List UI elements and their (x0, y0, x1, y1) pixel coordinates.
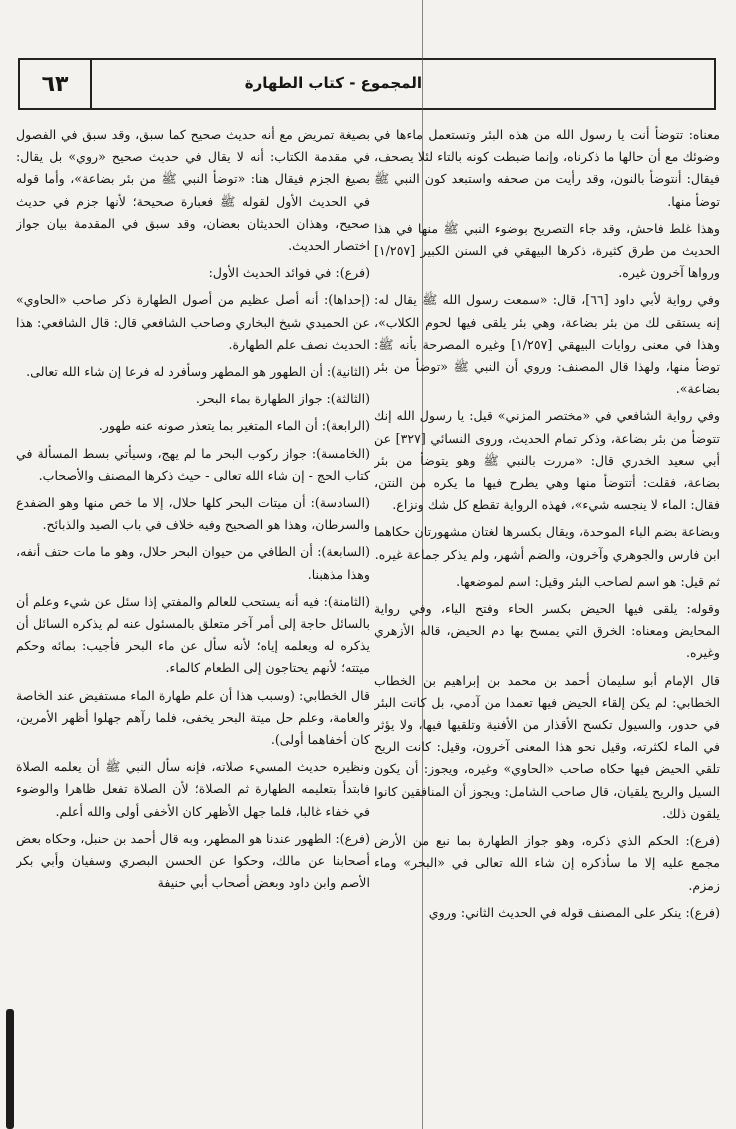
paragraph: ونظيره حديث المسيء صلاته، فإنه سأل النبي ﷺ أن يعلمه الصلاة فابتدأ بتعليمه الطهارة ثم الصلاة؛ لأن الصلاة تفعل ظاهرا والوضوء في خفاء غالبا، فلما جهل الأظهر كان الأخفى أولى والله أعلم. (16, 759, 370, 819)
paragraph: بصيغة تمريض مع أنه حديث صحيح كما سبق، وقد سبق في الفصول في مقدمة الكتاب: أنه لا يقال في حديث صحيح «روي» بل يقال: بصيغ الجزم فيقال هنا: «توضأ النبي ﷺ من بئر بضاعة»، وأما قوله في الحديث الأول لقوله ﷺ فعبارة صحيحة؛ لأنها جزم في حديث صحيح، وهذان الحديثان بعضان، وقد سبق في المقدمة بيان جواز اختصار الحديث. (16, 127, 370, 254)
paragraph: (فرع): ينكر على المصنف قوله في الحديث الثاني: وروي (428, 904, 720, 920)
running-title: المجموع - كتاب الطهارة (244, 74, 422, 92)
paragraph: (الرابعة): أن الماء المتغير بما يتعذر صونه عنه طهور. (98, 418, 370, 434)
paragraph: (السادسة): أن ميتات البحر كلها حلال، إلا ما خص منها وهو الضفدع والسرطان، وهذا هو الصحيح وفيه خلاف في باب الصيد والذبائح. (16, 495, 370, 533)
paragraph: (الثالثة): جواز الطهارة بماء البحر. (195, 391, 370, 407)
paragraph: (إحداها): أنه أصل عظيم من أصول الطهارة ذكر صاحب «الحاوي» عن الحميدي شيخ البخاري وصاحب الشافعي قال: قال الشافعي: هذا الحديث نصف علم الطهارة. (16, 292, 370, 352)
paragraph: (الثانية): أن الطهور هو المطهر وسأفرد له فرعا إن شاء الله تعالى. (26, 364, 370, 380)
paragraph: (فرع): الطهور عندنا هو المطهر، وبه قال أحمد بن حنبل، وحكاه بعض أصحابنا عن مالك، وحكوا عن الحسن البصري وسفيان وأبي بكر الأصم وابن داود وبعض أصحاب أبي حنيفة (16, 830, 370, 891)
paragraph: وفي رواية لأبي داود [٦٦]، قال: «سمعت رسول الله ﷺ يقال له: إنه يستقى لك من بئر بضاعة، وهي بئر يلقى فيها لحوم الكلاب»، وهذا في معنى روايات البيهقي [١/٢٥٧] وغيره المصرحة بأنه ﷺ: توضأ منها، ولهذا قال المصنف: وروي أن النبي ﷺ «توضأ من بئر بضاعة». (374, 292, 720, 397)
paragraph: وفي رواية الشافعي في «مختصر المزني» قيل: يا رسول الله إنك تتوضأ من بئر بضاعة، وذكر تمام الحديث، وروى النسائي [٣٢٧] عن أبي سعيد الخدري قال: «مررت بالنبي ﷺ وهو يتوضأ من بئر بضاعة، فقلت: أتتوضأ منها وهي يطرح فيها ما يكره من النتن، فقال: الماء لا ينجسه شيء»، فهذه الرواية تقطع كل شك ونزاع. (374, 408, 720, 513)
paragraph: (السابعة): أن الطافي من حيوان البحر حلال، وهو ما مات حتف أنفه، وهذا مذهبنا. (16, 544, 370, 582)
paragraph: ثم قيل: هو اسم لصاحب البئر وقيل: اسم لموضعها. (456, 573, 720, 589)
paragraph: قال الخطابي: (وسبب هذا أن علم طهارة الماء مستفيض عند الخاصة والعامة، وعلم حل ميتة البحر يخفى، فلما رآهم جهلوا أظهر الأمرين، كان أخفاهما أولى). (16, 687, 370, 748)
paragraph: وقوله: يلقى فيها الحيض بكسر الحاء وفتح الياء، وفي رواية المحايض ومعناه: الخرق التي يمسح بها دم الحيض، قاله الأزهري وغيره. (374, 601, 720, 661)
paragraph: قال الإمام أبو سليمان أحمد بن محمد بن إبراهيم بن الخطاب الخطابي: لم يكن إلقاء الحيض فيها تعمدا من آدمي، بل كانت البئر في حدور، والسيول تكسح الأقذار من الأفنية وتلقيها فيها، ولا يؤثر في الماء لكثرته، وقيل نحو هذا المعنى آخرون، وقيل: كانت الريح تلقي الحيض فيها حكاه صاحب «الحاوي» وغيره، ويجوز: أن يكون السيل والريح يلقيان، قال صاحب الشامل: ويجوز أن المنافقين كانوا يلقون ذلك. (374, 672, 720, 821)
paragraph: معناه: تتوضأ أنت يا رسول الله من هذه البئر وتستعمل ماءها في وضوئك مع أن حالها ما ذكرناه، وإنما ضبطت كونه بالتاء لئلا يصحف، فيقال: أنتوضأ بالنون، وقد رأيت من صحفه واستبعد كون النبي ﷺ توضأ منها. (374, 127, 720, 209)
page-number: ٦٣ (41, 71, 69, 97)
left-column (16, 124, 370, 1114)
header-divider (90, 60, 92, 108)
paragraph: (فرع): في فوائد الحديث الأول: (208, 265, 370, 281)
right-column (374, 124, 720, 1114)
paragraph: (الخامسة): جواز ركوب البحر ما لم يهج، وسيأتي بسط المسألة في كتاب الحج - إن شاء الله تعالى - حيث ذكرها المصنف والأصحاب. (16, 445, 370, 483)
paragraph: وهذا غلط فاحش، وقد جاء التصريح بوضوء النبي ﷺ منها في هذا الحديث من طرق كثيرة، ذكرها البيهقي في السنن الكبير [١/٢٥٧] ورواها آخرون غيره. (374, 220, 720, 281)
scanner-edge-shadow (6, 1009, 14, 1129)
paragraph: (فرع): الحكم الذي ذكره، وهو جواز الطهارة بما نبع من الأرض مجمع عليه إلا ما سأذكره إن شاء الله تعالى في «البحر» وماء زمزم. (374, 833, 720, 893)
paragraph: (الثامنة): فيه أنه يستحب للعالم والمفتي إذا سئل عن شيء وعلم أن بالسائل حاجة إلى أمر آخر متعلق بالمسئول عنه لم يذكره السائل أن يذكره له ويعلمه إياه؛ لأنه سأل عن ماء البحر فأجيب: بمائه وحكم ميتته؛ لأنهم يحتاجون إلى الطعام كالماء. (16, 593, 370, 676)
paragraph: وبضاعة بضم الباء الموحدة، ويقال بكسرها لغتان مشهورتان حكاهما ابن فارس والجوهري وآخرون، والضم أشهر، ولم يذكر جماعة غيره. (374, 524, 720, 562)
page-header (18, 58, 716, 110)
